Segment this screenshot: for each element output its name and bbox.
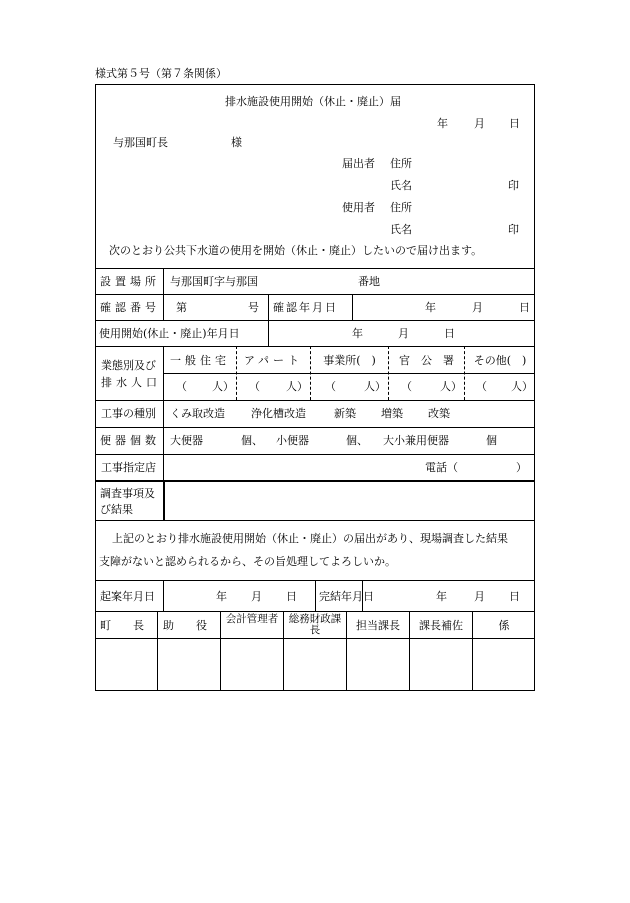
complete-date-day: 日 bbox=[509, 590, 520, 603]
date-month: 月 bbox=[474, 117, 485, 130]
start-date-label: 使用開始(休止・廃止)年月日 bbox=[99, 327, 240, 340]
line bbox=[95, 268, 535, 269]
line bbox=[220, 611, 221, 691]
survey-label-1: 調査事項及 bbox=[100, 487, 155, 500]
confirm-date-label: 確認年月日 bbox=[273, 301, 338, 314]
draft-date-year: 年 bbox=[216, 590, 227, 603]
draft-date-label: 起案年月日 bbox=[100, 590, 155, 603]
complete-date-label: 完結年月日 bbox=[319, 590, 374, 603]
honorific: 様 bbox=[231, 136, 242, 149]
work-type-new: 新築 bbox=[334, 407, 356, 420]
date-year: 年 bbox=[437, 117, 448, 130]
line bbox=[163, 480, 165, 520]
confirm-no-label: 確認番号 bbox=[100, 301, 160, 314]
line bbox=[95, 320, 535, 321]
stamp-header-accounting: 会計管理者 bbox=[225, 613, 279, 625]
line bbox=[315, 580, 316, 611]
business-label-2: 排水人口 bbox=[101, 376, 161, 389]
stamp-header-mayor: 町 長 bbox=[100, 619, 144, 632]
person-unit-4: 人） bbox=[440, 380, 462, 393]
line bbox=[163, 373, 535, 374]
person-open-5: （ bbox=[476, 380, 487, 393]
person-open-4: （ bbox=[401, 380, 412, 393]
toilet-small: 小便器 bbox=[276, 434, 309, 447]
line bbox=[95, 454, 535, 455]
draft-date-day: 日 bbox=[286, 590, 297, 603]
line bbox=[163, 268, 164, 320]
line bbox=[95, 346, 535, 347]
stamp-header-assistant-chief: 課長補佐 bbox=[419, 619, 463, 632]
business-label-1: 業態別及び bbox=[101, 359, 156, 372]
line bbox=[268, 320, 269, 346]
applicant-address-label: 住所 bbox=[390, 157, 412, 170]
line bbox=[283, 611, 284, 691]
user-name-label: 氏名 bbox=[390, 223, 412, 236]
line bbox=[95, 427, 535, 428]
toilet-large: 大便器 bbox=[170, 434, 203, 447]
user-label: 使用者 bbox=[342, 201, 375, 214]
draft-date-month: 月 bbox=[251, 590, 262, 603]
statement: 次のとおり公共下水道の使用を開始（休止・廃止）したいので届け出ます。 bbox=[109, 244, 483, 257]
user-address-label: 住所 bbox=[390, 201, 412, 214]
start-date-year: 年 bbox=[352, 327, 363, 340]
toilet-both-unit: 個 bbox=[486, 434, 497, 447]
stamp-header-section-chief: 担当課長 bbox=[356, 619, 400, 632]
person-unit-3: 人） bbox=[364, 380, 386, 393]
line bbox=[95, 520, 535, 521]
person-unit-5: 人） bbox=[511, 380, 533, 393]
person-unit-2: 人） bbox=[286, 380, 308, 393]
line bbox=[95, 480, 535, 482]
business-type-office: 事業所( ) bbox=[323, 354, 376, 367]
toilet-label: 便器個数 bbox=[100, 434, 160, 447]
stamp-header-general-affairs: 総務財政課長 bbox=[288, 613, 342, 636]
confirm-no-suffix: 号 bbox=[248, 301, 259, 314]
approval-line-1: 上記のとおり排水施設使用開始（休止・廃止）の届出があり、現場調査した結果 bbox=[112, 532, 508, 545]
work-type-extension: 増築 bbox=[381, 407, 403, 420]
line bbox=[95, 611, 535, 612]
confirm-date-month: 月 bbox=[472, 301, 483, 314]
phone-label: 電話（ bbox=[425, 461, 458, 474]
applicant-seal: 印 bbox=[508, 179, 519, 192]
applicant-name-label: 氏名 bbox=[390, 179, 412, 192]
work-type-label: 工事の種別 bbox=[101, 407, 156, 420]
complete-date-year: 年 bbox=[436, 590, 447, 603]
form-number: 様式第５号（第７条関係） bbox=[95, 67, 227, 80]
business-type-government: 官 公 署 bbox=[399, 354, 454, 367]
toilet-both: 大小兼用便器 bbox=[383, 434, 449, 447]
stamp-header-staff: 係 bbox=[498, 619, 510, 632]
line bbox=[95, 294, 535, 295]
business-type-apartment: アパート bbox=[243, 354, 304, 367]
complete-date-month: 月 bbox=[474, 590, 485, 603]
person-unit-1: 人） bbox=[212, 380, 234, 393]
start-date-month: 月 bbox=[398, 327, 409, 340]
confirm-date-year: 年 bbox=[425, 301, 436, 314]
person-open-1: （ bbox=[176, 380, 187, 393]
applicant-label: 届出者 bbox=[342, 157, 375, 170]
line bbox=[268, 294, 269, 320]
line bbox=[163, 580, 164, 611]
user-seal: 印 bbox=[508, 223, 519, 236]
line bbox=[95, 400, 535, 401]
work-type-renovation: 改築 bbox=[428, 407, 450, 420]
toilet-large-unit: 個、 bbox=[241, 434, 263, 447]
date-day: 日 bbox=[509, 117, 520, 130]
confirm-date-day: 日 bbox=[519, 301, 530, 314]
work-type-septic: 浄化槽改造 bbox=[251, 407, 306, 420]
start-date-day: 日 bbox=[444, 327, 455, 340]
contractor-label: 工事指定店 bbox=[101, 461, 156, 474]
work-type-kumitori: くみ取改造 bbox=[170, 407, 225, 420]
addressee: 与那国町長 bbox=[113, 136, 168, 149]
toilet-small-unit: 個、 bbox=[346, 434, 368, 447]
location-value: 与那国町字与那国 bbox=[170, 275, 258, 288]
survey-label-2: び結果 bbox=[100, 503, 133, 516]
approval-line-2: 支障がないと認められるから、その旨処理してよろしいか。 bbox=[99, 555, 396, 568]
line bbox=[352, 294, 353, 320]
stamp-header-deputy: 助 役 bbox=[163, 619, 207, 632]
business-type-house: 一般住宅 bbox=[170, 354, 230, 367]
line bbox=[95, 638, 535, 639]
person-open-3: （ bbox=[325, 380, 336, 393]
line bbox=[157, 611, 158, 691]
form-title: 排水施設使用開始（休止・廃止）届 bbox=[225, 95, 401, 108]
business-type-other: その他( ) bbox=[473, 354, 527, 367]
phone-close: ） bbox=[516, 461, 527, 474]
person-open-2: （ bbox=[249, 380, 260, 393]
line bbox=[163, 346, 164, 480]
location-label: 設置場所 bbox=[100, 275, 160, 288]
location-suffix: 番地 bbox=[358, 275, 380, 288]
confirm-no-prefix: 第 bbox=[176, 301, 187, 314]
